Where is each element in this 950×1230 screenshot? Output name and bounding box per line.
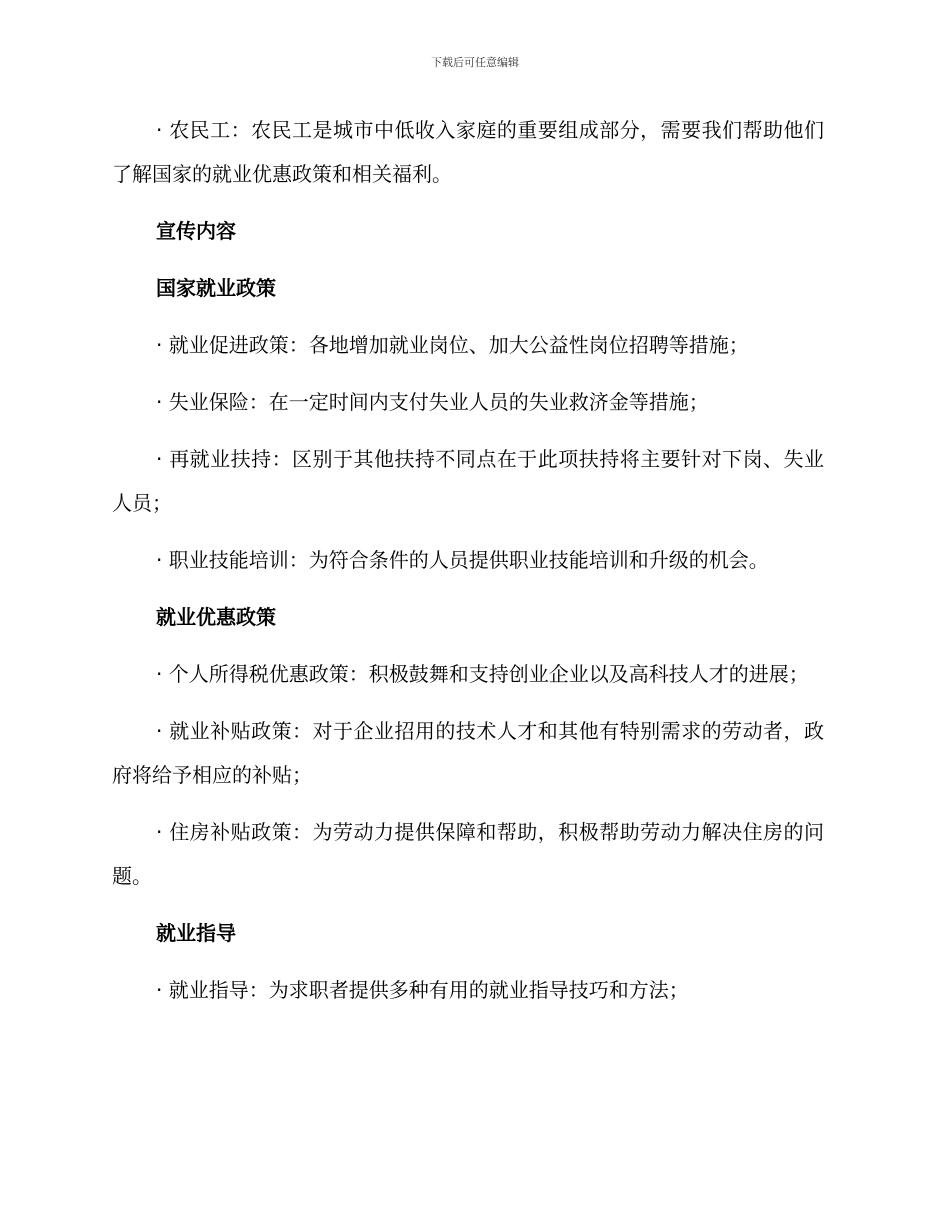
list-item-skills-training: · 职业技能培训：为符合条件的人员提供职业技能培训和升级的机会。 <box>156 548 769 572</box>
list-item-housing-subsidy: · 住房补贴政策：为劳动力提供保障和帮助，积极帮助劳动力解决住房的问题。 <box>112 820 824 888</box>
page-header: 下载后可任意编辑 <box>431 56 519 69</box>
list-item-unemployment-insurance: · 失业保险：在一定时间内支付失业人员的失业救济金等措施； <box>156 390 709 414</box>
heading-publicity-content: 宣传内容 <box>156 219 236 243</box>
heading-employment-guidance: 就业指导 <box>156 921 236 945</box>
list-item-income-tax: · 个人所得税优惠政策：积极鼓舞和支持创业企业以及高科技人才的进展； <box>156 662 809 686</box>
list-item-reemployment-support: · 再就业扶持：区别于其他扶持不同点在于此项扶持将主要针对下岗、失业人员； <box>112 447 824 515</box>
list-item-employment-guidance: · 就业指导：为求职者提供多种有用的就业指导技巧和方法； <box>156 978 689 1002</box>
heading-national-employment-policy: 国家就业政策 <box>156 276 276 300</box>
heading-employment-preferential-policy: 就业优惠政策 <box>156 605 276 629</box>
list-item-employment-promotion: · 就业促进政策：各地增加就业岗位、加大公益性岗位招聘等措施； <box>156 333 749 357</box>
paragraph-migrant-workers: · 农民工：农民工是城市中低收入家庭的重要组成部分，需要我们帮助他们了解国家的就业优惠政策和相关福利。 <box>112 118 824 186</box>
document-body <box>112 108 824 1025</box>
list-item-employment-subsidy: · 就业补贴政策：对于企业招用的技术人才和其他有特别需求的劳动者，政府将给予相应的补贴； <box>112 719 824 787</box>
